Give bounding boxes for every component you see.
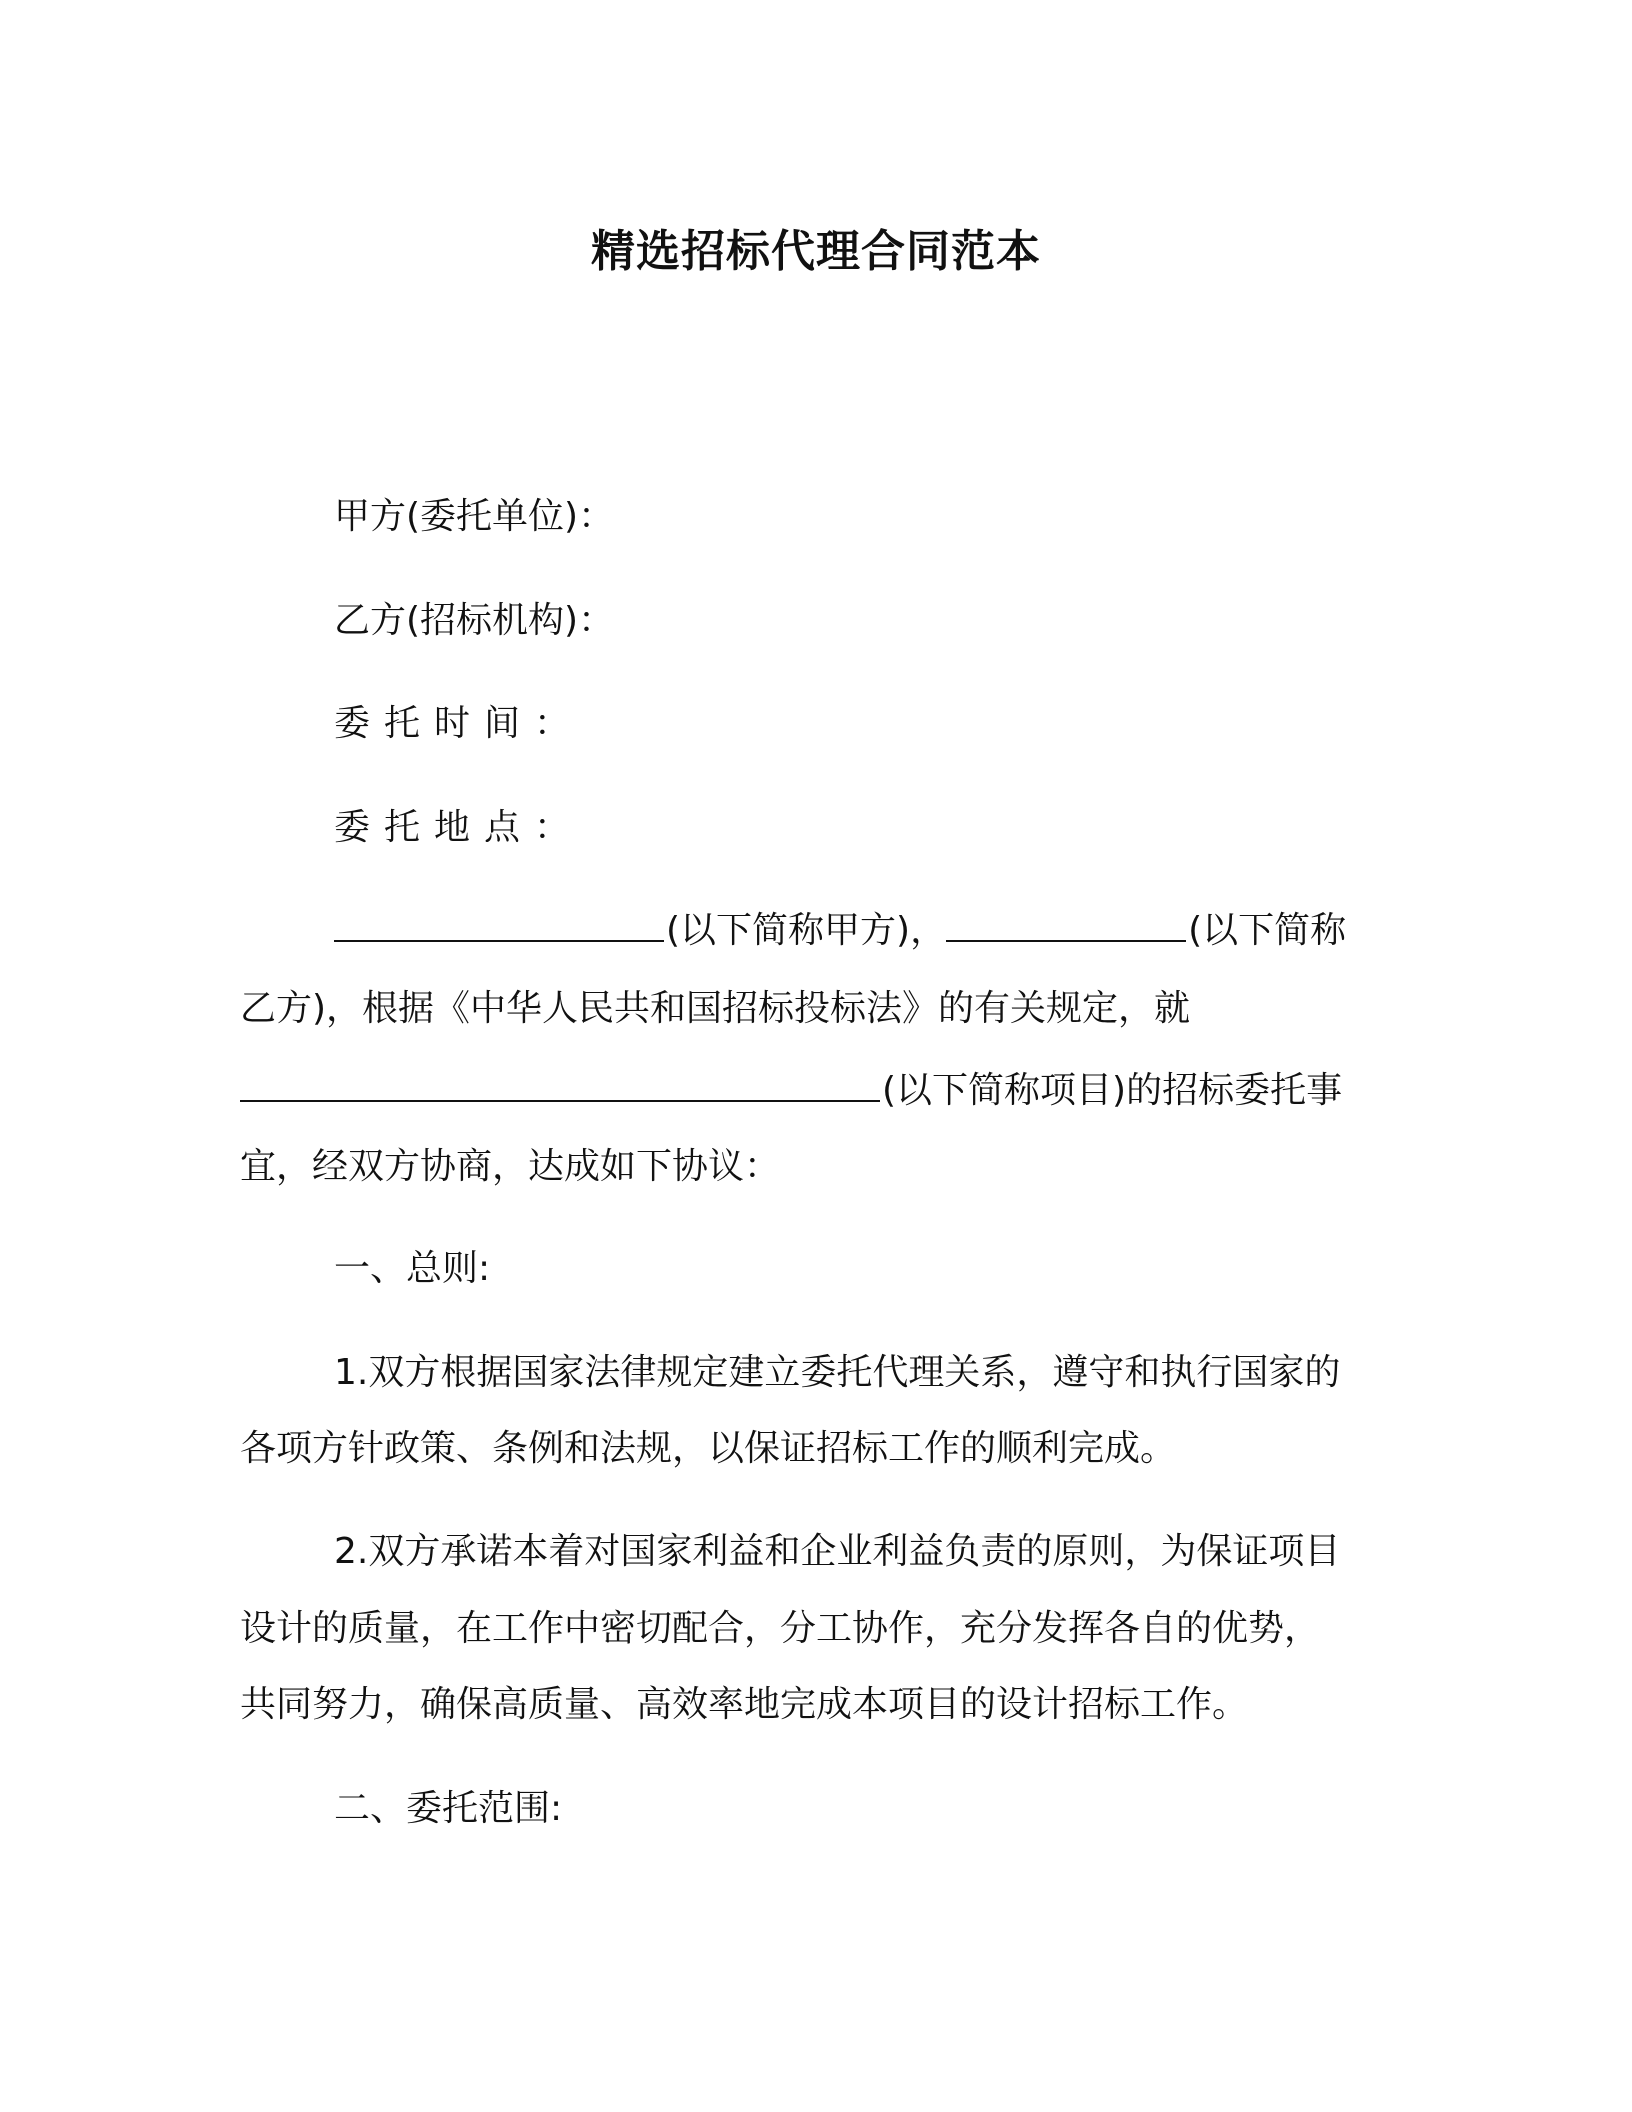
project-name-blank[interactable]: [240, 1066, 880, 1102]
party-a-blank[interactable]: [334, 906, 664, 942]
clause-2-line-1: 2.双方承诺本着对国家利益和企业利益负责的原则，为保证项目: [334, 1531, 1341, 1572]
clause-1-line-2: 各项方针政策、条例和法规，以保证招标工作的顺利完成。: [240, 1428, 1177, 1469]
intro-line-3-text: (以下简称项目)的招标委托事: [882, 1070, 1343, 1111]
intro-line-4: 宜，经双方协商，达成如下协议：: [240, 1146, 781, 1187]
section-2-heading: 二、委托范围:: [334, 1788, 563, 1829]
intro-line-1-text-b: (以下简称: [1188, 910, 1347, 951]
intro-line-3: [240, 1066, 1342, 1116]
document-title: 精选招标代理合同范本: [591, 226, 1041, 277]
section-1-heading: 一、总则:: [334, 1248, 491, 1289]
clause-2-line-2: 设计的质量，在工作中密切配合，分工协作，充分发挥各自的优势，: [240, 1608, 1321, 1649]
party-a-label: 甲方(委托单位)：: [334, 496, 615, 537]
party-b-blank[interactable]: [946, 906, 1186, 942]
intro-line-2: 乙方)，根据《中华人民共和国招标投标法》的有关规定，就: [240, 988, 1191, 1029]
clause-2-line-3: 共同努力，确保高质量、高效率地完成本项目的设计招标工作。: [240, 1684, 1249, 1725]
entrust-place-label: 委托地点：: [334, 807, 585, 848]
entrust-time-label: 委托时间：: [334, 703, 585, 744]
intro-line-1-text-a: (以下简称甲方)，: [666, 910, 947, 951]
party-b-label: 乙方(招标机构)：: [334, 600, 615, 641]
clause-1-line-1: 1.双方根据国家法律规定建立委托代理关系，遵守和执行国家的: [334, 1352, 1341, 1393]
intro-line-1: [334, 906, 1346, 956]
